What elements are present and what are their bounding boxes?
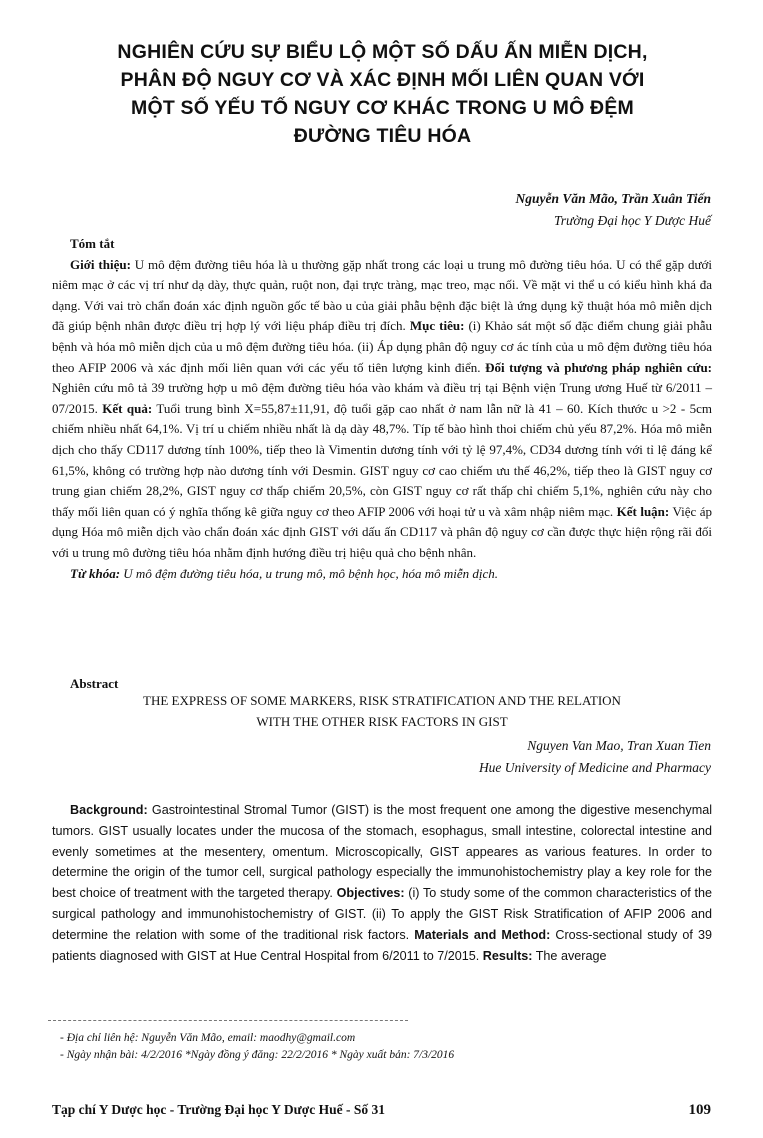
- materials-text: Cross-sectional study of 39 patients diagnosed with GIST at Hue Central Hospital from 6/2011 to 7/2015.: [52, 927, 712, 963]
- page-footer: [52, 1102, 711, 1124]
- abstract-heading: Abstract: [70, 676, 119, 691]
- results-label: Results:: [482, 948, 533, 963]
- objectives-text: (i) To study some of the common characteristics of the surgical pathology and immunohistochemistry of GIST. (ii) To apply the GIST Risk Stratification of AFIP 2006 and determine the relation with some of the traditional risk factors.: [52, 886, 713, 942]
- result-label: Kết quả:: [102, 400, 153, 416]
- summary-heading: Tóm tắt: [70, 236, 115, 251]
- footnote-divider: [48, 1020, 408, 1021]
- abstract-paragraph: [52, 800, 712, 966]
- conclusion-label: Kết luận:: [616, 503, 670, 519]
- footnotes: [60, 1030, 620, 1064]
- results-text: The average: [532, 948, 607, 963]
- keywords-text: U mô đệm đường tiêu hóa, u trung mô, mô bệnh học, hóa mô miễn dịch.: [120, 565, 499, 581]
- author-affiliation: Trường Đại học Y Dược Huế: [553, 213, 711, 228]
- abstract-title-line: THE EXPRESS OF SOME MARKERS, RISK STRATIFICATION AND THE RELATION: [143, 693, 621, 708]
- authors-english: [479, 735, 711, 779]
- background-text: Gastrointestinal Stromal Tumor (GIST) is the most frequent one among the digestive mesenchymal tumors. GIST usually locates under the mucosa of the stomach, esophagus, small intestine, colorectal intestine and evenly sometimes at the mesentery, omentum. Microscopically, GIST appeares as various features. In order to determine the origin of the tumor cell, surgical pathology especially the immunohistochemistry play a key role for the best choice of treatment with the targeted therapy.: [52, 803, 712, 901]
- summary-body: [52, 255, 712, 564]
- title-line: MỘT SỐ YẾU TỐ NGUY CƠ KHÁC TRONG U MÔ ĐỆM: [131, 97, 634, 119]
- page-number: 109: [688, 1102, 711, 1118]
- author-affiliation-en: Hue University of Medicine and Pharmacy: [478, 760, 711, 775]
- keywords: [52, 564, 712, 585]
- authors-vietnamese: [515, 188, 711, 232]
- conclusion-text: Việc áp dụng Hóa mô miễn dịch vào chẩn đoán xác định GIST với dấu ấn CD117 và phân độ nguy cơ cần được thực hiện rộng rãi đối với u trung mô đường tiêu hóa nhằm định hướng điều trị hiệu quả cho bệnh nhân.: [52, 503, 712, 560]
- summary-vietnamese: [52, 234, 712, 584]
- author-names: Nguyễn Văn Mão, Trần Xuân Tiến: [515, 191, 711, 206]
- title-line: PHÂN ĐỘ NGUY CƠ VÀ XÁC ĐỊNH MỐI LIÊN QUAN VỚI: [120, 69, 645, 91]
- aim-text: (i) Khảo sát một số đặc điểm chung giải phẫu bệnh và hóa mô miễn dịch của u mô đệm đường tiêu hóa. (ii) Áp dụng phân độ nguy cơ ác tính của u mô đệm đường tiêu hóa theo AFIP 2006 và xác định mối liên quan với các yếu tố tiên lượng kinh điển.: [52, 318, 712, 375]
- method-text: Nghiên cứu mô tả 39 trường hợp u mô đệm đường tiêu hóa vào khám và điều trị tại Bệnh viện Trung ương Huế từ 6/2011 – 07/2015.: [52, 380, 712, 416]
- result-text: Tuổi trung bình X=55,87±11,91, độ tuổi gặp cao nhất ở nam lẫn nữ là 41 – 60. Kích thước u >2 - 5cm chiếm nhiều nhất 64,1%. Vị trí u chiếm nhiều nhất là dạ dày 48,7%. Típ tế bào hình thoi chiếm chủ yếu 87,2%. Hóa mô miễn dịch cho thấy CD117 dương tính 100%, tiếp theo là Vimentin dương tính với tỷ lệ 97,4%, CD34 dương tính với tỉ lệ đáng kể 61,5%, không có trường hợp nào dương tính với Desmin. GIST nguy cơ cao chiếm ưu thế 46,2%, tiếp theo là GIST nguy cơ trung gian chiếm 28,2%, GIST nguy cơ thấp chiếm 20,5%, còn GIST nguy cơ rất thấp chỉ chiếm 5,1%, nghiên cứu này cho thấy mối liên quan có ý nghĩa thống kê giữa nguy cơ theo AFIP 2006 với hoại tử u và xâm nhập niêm mạc.: [52, 400, 712, 519]
- background-label: Background:: [70, 803, 148, 817]
- abstract-title: [52, 690, 712, 732]
- objectives-label: Objectives:: [336, 886, 405, 901]
- abstract-body: [52, 800, 712, 966]
- author-names-en: Nguyen Van Mao, Tran Xuan Tien: [527, 738, 711, 753]
- abstract-title-line: WITH THE OTHER RISK FACTORS IN GIST: [256, 714, 508, 729]
- keywords-label: Từ khóa:: [70, 565, 121, 581]
- intro-label: Giới thiệu:: [70, 256, 131, 272]
- footnote-dates: - Ngày nhận bài: 4/2/2016 *Ngày đồng ý đăng: 22/2/2016 * Ngày xuất bản: 7/3/2016: [60, 1049, 455, 1061]
- article-title: [60, 38, 705, 150]
- journal-name: Tạp chí Y Dược học - Trường Đại học Y Dược Huế - Số 31: [52, 1102, 385, 1117]
- title-line: ĐƯỜNG TIÊU HÓA: [293, 125, 472, 147]
- title-line: NGHIÊN CỨU SỰ BIỂU LỘ MỘT SỐ DẤU ẤN MIỄN DỊCH,: [117, 41, 648, 63]
- aim-label: Mục tiêu:: [409, 318, 465, 334]
- method-label: Đối tượng và phương pháp nghiên cứu:: [485, 359, 713, 375]
- materials-label: Materials and Method:: [414, 927, 551, 942]
- intro-text: U mô đệm đường tiêu hóa là u thường gặp nhất trong các loại u trung mô đường tiêu hóa. U có thể gặp dưới niêm mạc ở các vị trí như dạ dày, thực quản, ruột non, đại trực tràng, mạc treo, mạc nối. Về mặt vi thể u có kiểu hình khá đa dạng. Với vai trò chẩn đoán xác định nguồn gốc tế bào u của giải phẫu bệnh đặc biệt là ứng dụng kỹ thuật hóa mô miễn dịch đã giúp bệnh nhân được điều trị hợp lý với liệu pháp điều trị đích.: [52, 256, 712, 334]
- footnote-contact: - Địa chỉ liên hệ: Nguyễn Văn Mão, email: maodhy@gmail.com: [60, 1032, 356, 1044]
